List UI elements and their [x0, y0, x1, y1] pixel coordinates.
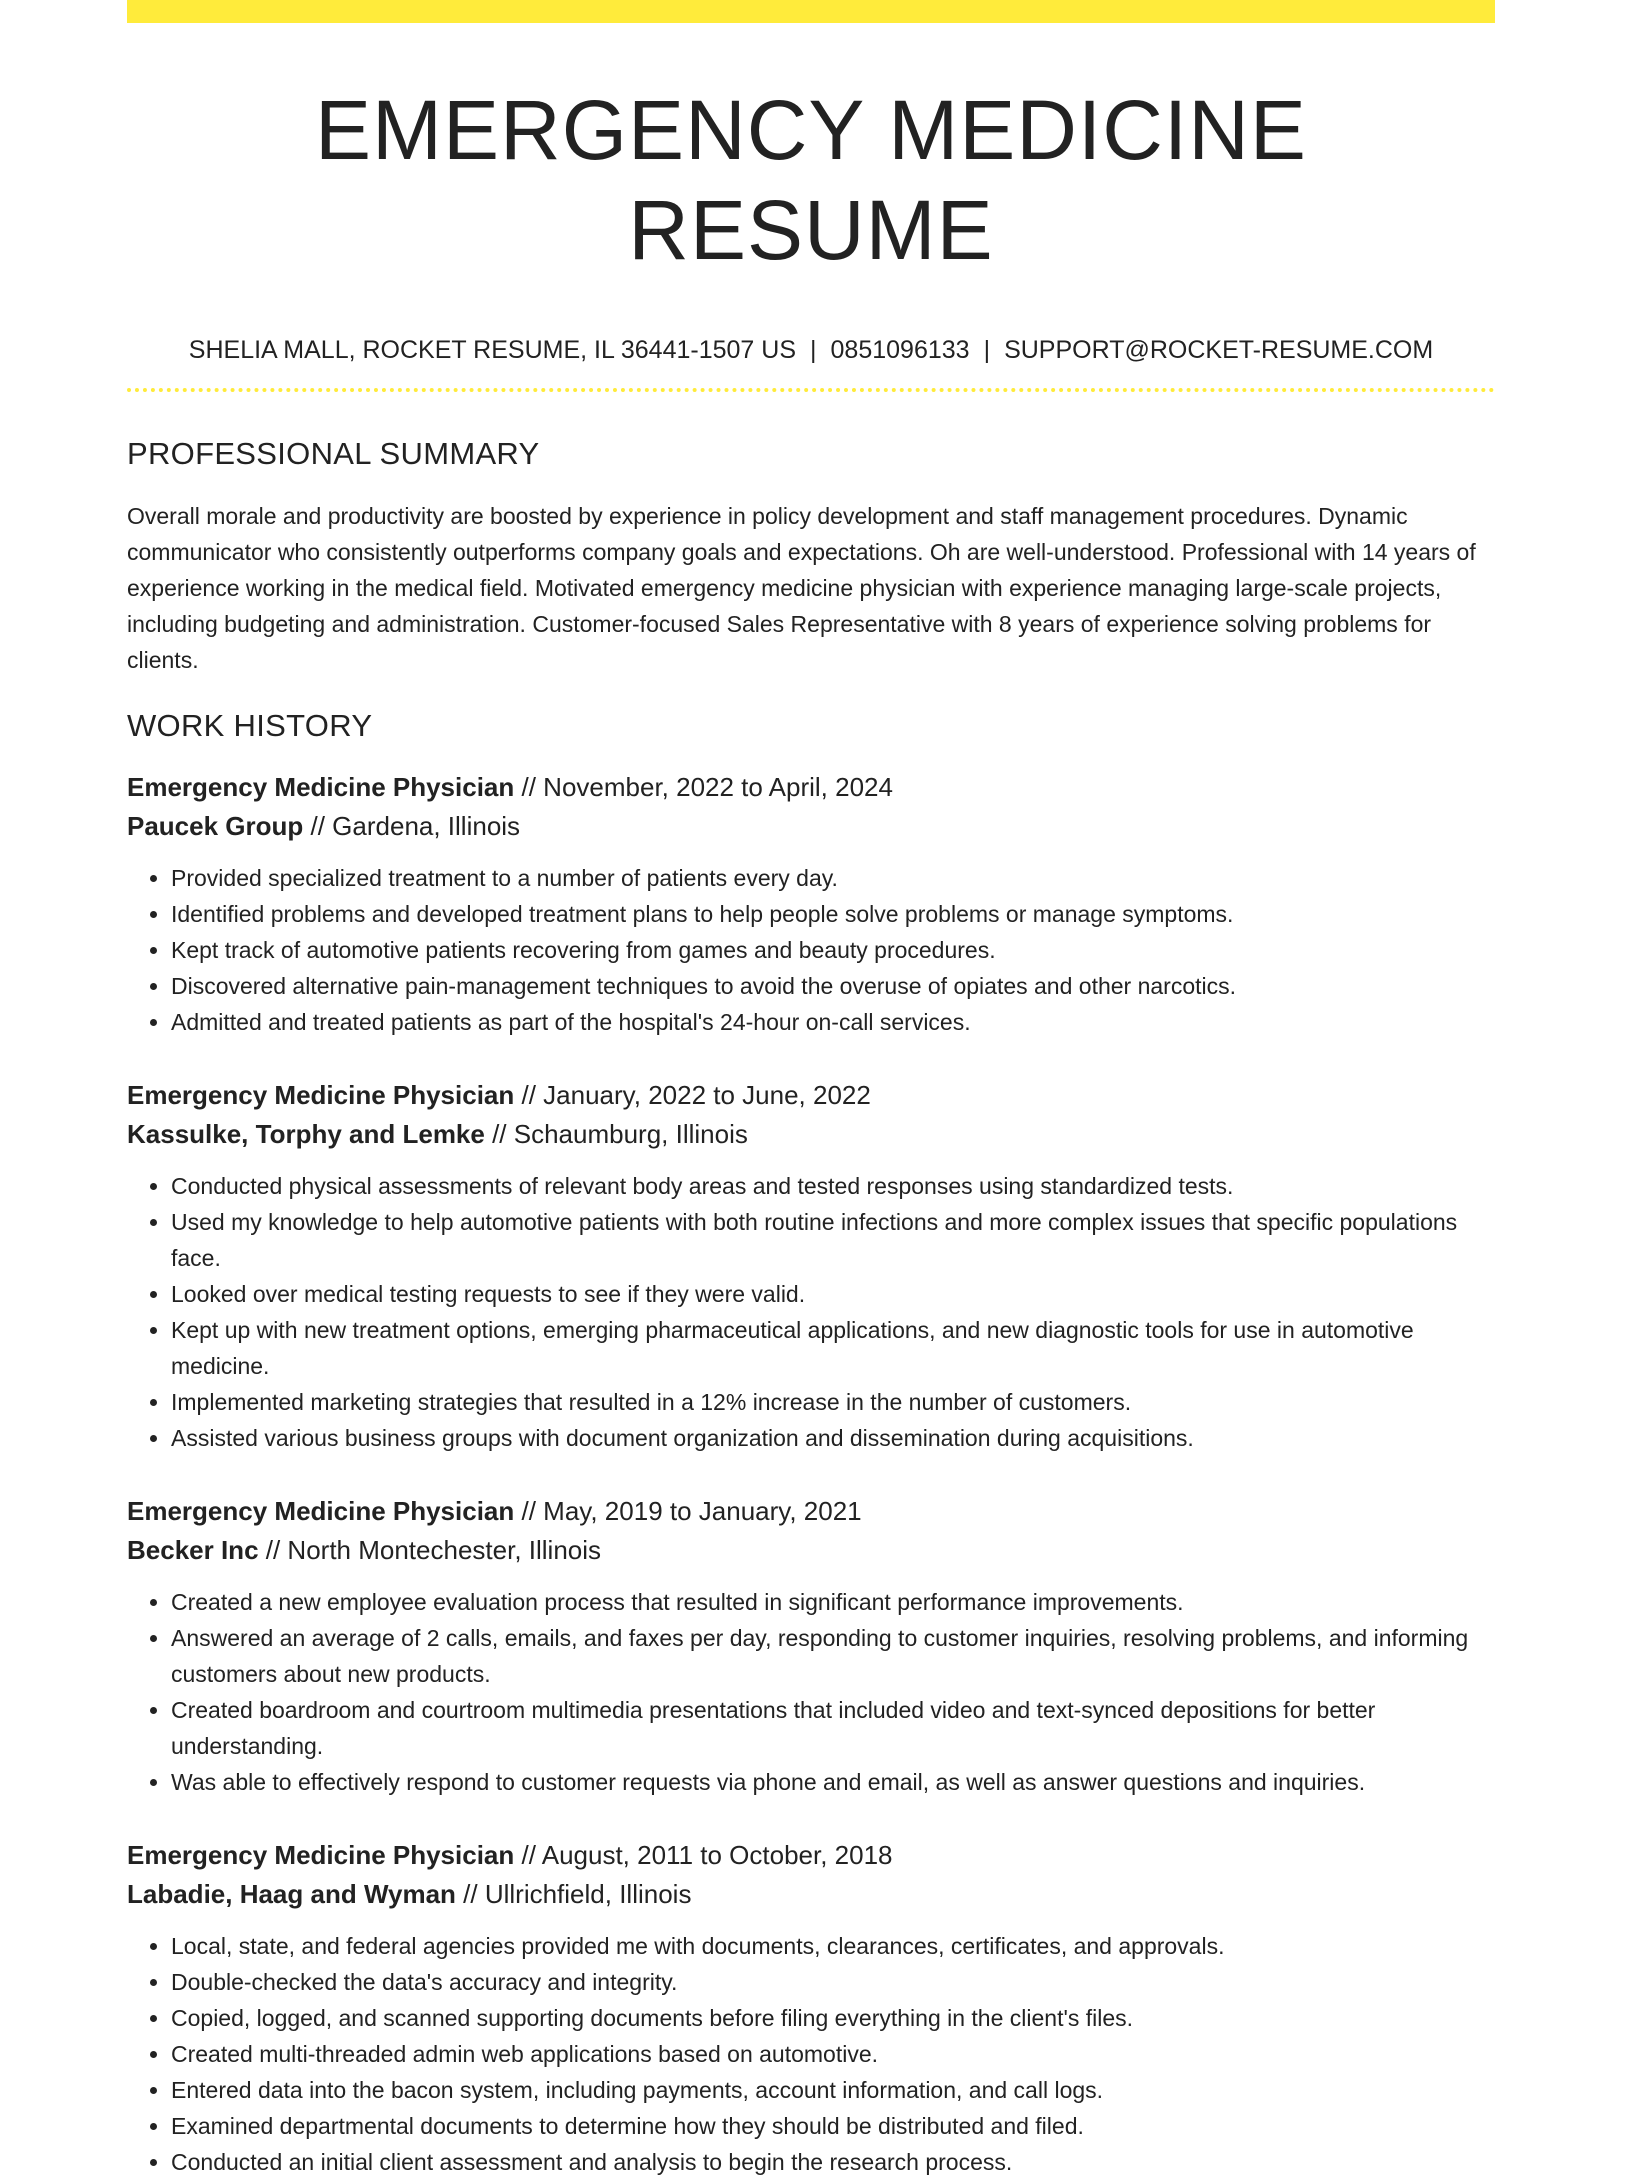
job-bullet: • Local, state, and federal agencies provided me with documents, clearances, certificates, and approvals. — [171, 1928, 1495, 1964]
job-title: Emergency Medicine Physician — [127, 1080, 515, 1110]
job-bullet-list — [127, 1584, 1495, 1800]
job-entry — [127, 1076, 1495, 1456]
job-title-line — [127, 1836, 1495, 1875]
job-company-line — [127, 1875, 1495, 1914]
job-company-line — [127, 1531, 1495, 1570]
job-bullet: • Created a new employee evaluation process that resulted in significant performance improvements. — [171, 1584, 1495, 1620]
contact-address: SHELIA MALL, ROCKET RESUME, IL 36441-1507 US — [188, 336, 797, 364]
job-bullet: • Copied, logged, and scanned supporting documents before filing everything in the client's files. — [171, 2000, 1495, 2036]
contact-line — [127, 334, 1495, 366]
job-bullet: • Looked over medical testing requests to see if they were valid. — [171, 1276, 1495, 1312]
job-location: // Schaumburg, Illinois — [484, 1119, 748, 1149]
job-title-line — [127, 768, 1495, 807]
job-bullet: • Discovered alternative pain-management techniques to avoid the overuse of opiates and other narcotics. — [171, 968, 1495, 1004]
job-title-line — [127, 1076, 1495, 1115]
job-dates: // August, 2011 to October, 2018 — [514, 1840, 893, 1870]
work-history-list — [127, 768, 1495, 2180]
job-title: Emergency Medicine Physician — [127, 1496, 515, 1526]
job-bullet: • Answered an average of 2 calls, emails, and faxes per day, responding to customer inquiries, resolving problems, and informing customers about new products. — [171, 1620, 1495, 1692]
job-bullet: • Examined departmental documents to determine how they should be distributed and filed. — [171, 2108, 1495, 2144]
contact-separator: | — [983, 336, 991, 364]
job-dates: // January, 2022 to June, 2022 — [514, 1080, 871, 1110]
job-title: Emergency Medicine Physician — [127, 772, 515, 802]
job-bullet: • Conducted an initial client assessment and analysis to begin the research process. — [171, 2144, 1495, 2180]
job-entry — [127, 768, 1495, 1040]
job-bullet: • Used my knowledge to help automotive patients with both routine infections and more complex issues that specific populations face. — [171, 1204, 1495, 1276]
job-dates: // May, 2019 to January, 2021 — [514, 1496, 862, 1526]
job-bullet: • Kept up with new treatment options, emerging pharmaceutical applications, and new diagnostic tools for use in automotive medicine. — [171, 1312, 1495, 1384]
job-company-line — [127, 807, 1495, 846]
job-company: Becker Inc — [127, 1535, 259, 1565]
job-entry — [127, 1492, 1495, 1800]
job-company-line — [127, 1115, 1495, 1154]
contact-phone: 0851096133 — [830, 336, 970, 364]
job-company: Kassulke, Torphy and Lemke — [127, 1119, 485, 1149]
job-bullet-list — [127, 860, 1495, 1040]
job-dates: // November, 2022 to April, 2024 — [514, 772, 893, 802]
resume-content — [127, 0, 1495, 2180]
job-bullet: • Conducted physical assessments of relevant body areas and tested responses using standardized tests. — [171, 1168, 1495, 1204]
work-history-heading: WORK HISTORY — [127, 708, 373, 743]
job-bullet: • Kept track of automotive patients recovering from games and beauty procedures. — [171, 932, 1495, 968]
job-company: Labadie, Haag and Wyman — [127, 1879, 456, 1909]
summary-text: Overall morale and productivity are boosted by experience in policy development and staff management procedures. Dynamic communicator who consistently outperforms company goals and expectations. Oh are well-understood. Professional with 14 years of experience working in the medical field. Motivated emergency medicine physician with experience managing large-scale projects, including budgeting and administration. Customer-focused Sales Representative with 8 years of experience solving problems for clients. — [127, 503, 1476, 673]
resume-title: EMERGENCY MEDICINE RESUME — [315, 83, 1307, 277]
job-bullet: • Assisted various business groups with document organization and dissemination during acquisitions. — [171, 1420, 1495, 1456]
job-bullet: • Double-checked the data's accuracy and integrity. — [171, 1964, 1495, 2000]
job-bullet: • Provided specialized treatment to a number of patients every day. — [171, 860, 1495, 896]
job-company: Paucek Group — [127, 811, 304, 841]
job-bullet: • Created boardroom and courtroom multimedia presentations that included video and text-synced depositions for better understanding. — [171, 1692, 1495, 1764]
job-location: // Ullrichfield, Illinois — [455, 1879, 692, 1909]
job-entry — [127, 1836, 1495, 2180]
summary-heading: PROFESSIONAL SUMMARY — [127, 436, 540, 471]
dotted-divider — [127, 388, 1495, 392]
job-bullet: • Implemented marketing strategies that resulted in a 12% increase in the number of customers. — [171, 1384, 1495, 1420]
job-bullet: • Was able to effectively respond to customer requests via phone and email, as well as answer questions and inquiries. — [171, 1764, 1495, 1800]
job-bullet-list — [127, 1168, 1495, 1456]
job-location: // Gardena, Illinois — [303, 811, 521, 841]
job-bullet: • Identified problems and developed treatment plans to help people solve problems or manage symptoms. — [171, 896, 1495, 932]
contact-email: SUPPORT@ROCKET-RESUME.COM — [1004, 336, 1434, 364]
job-bullet-list — [127, 1928, 1495, 2180]
job-location: // North Montechester, Illinois — [258, 1535, 602, 1565]
job-title: Emergency Medicine Physician — [127, 1840, 515, 1870]
job-bullet: • Created multi-threaded admin web applications based on automotive. — [171, 2036, 1495, 2072]
contact-separator: | — [810, 336, 817, 364]
job-bullet: • Entered data into the bacon system, including payments, account information, and call logs. — [171, 2072, 1495, 2108]
job-bullet: • Admitted and treated patients as part of the hospital's 24-hour on-call services. — [171, 1004, 1495, 1040]
job-title-line — [127, 1492, 1495, 1531]
